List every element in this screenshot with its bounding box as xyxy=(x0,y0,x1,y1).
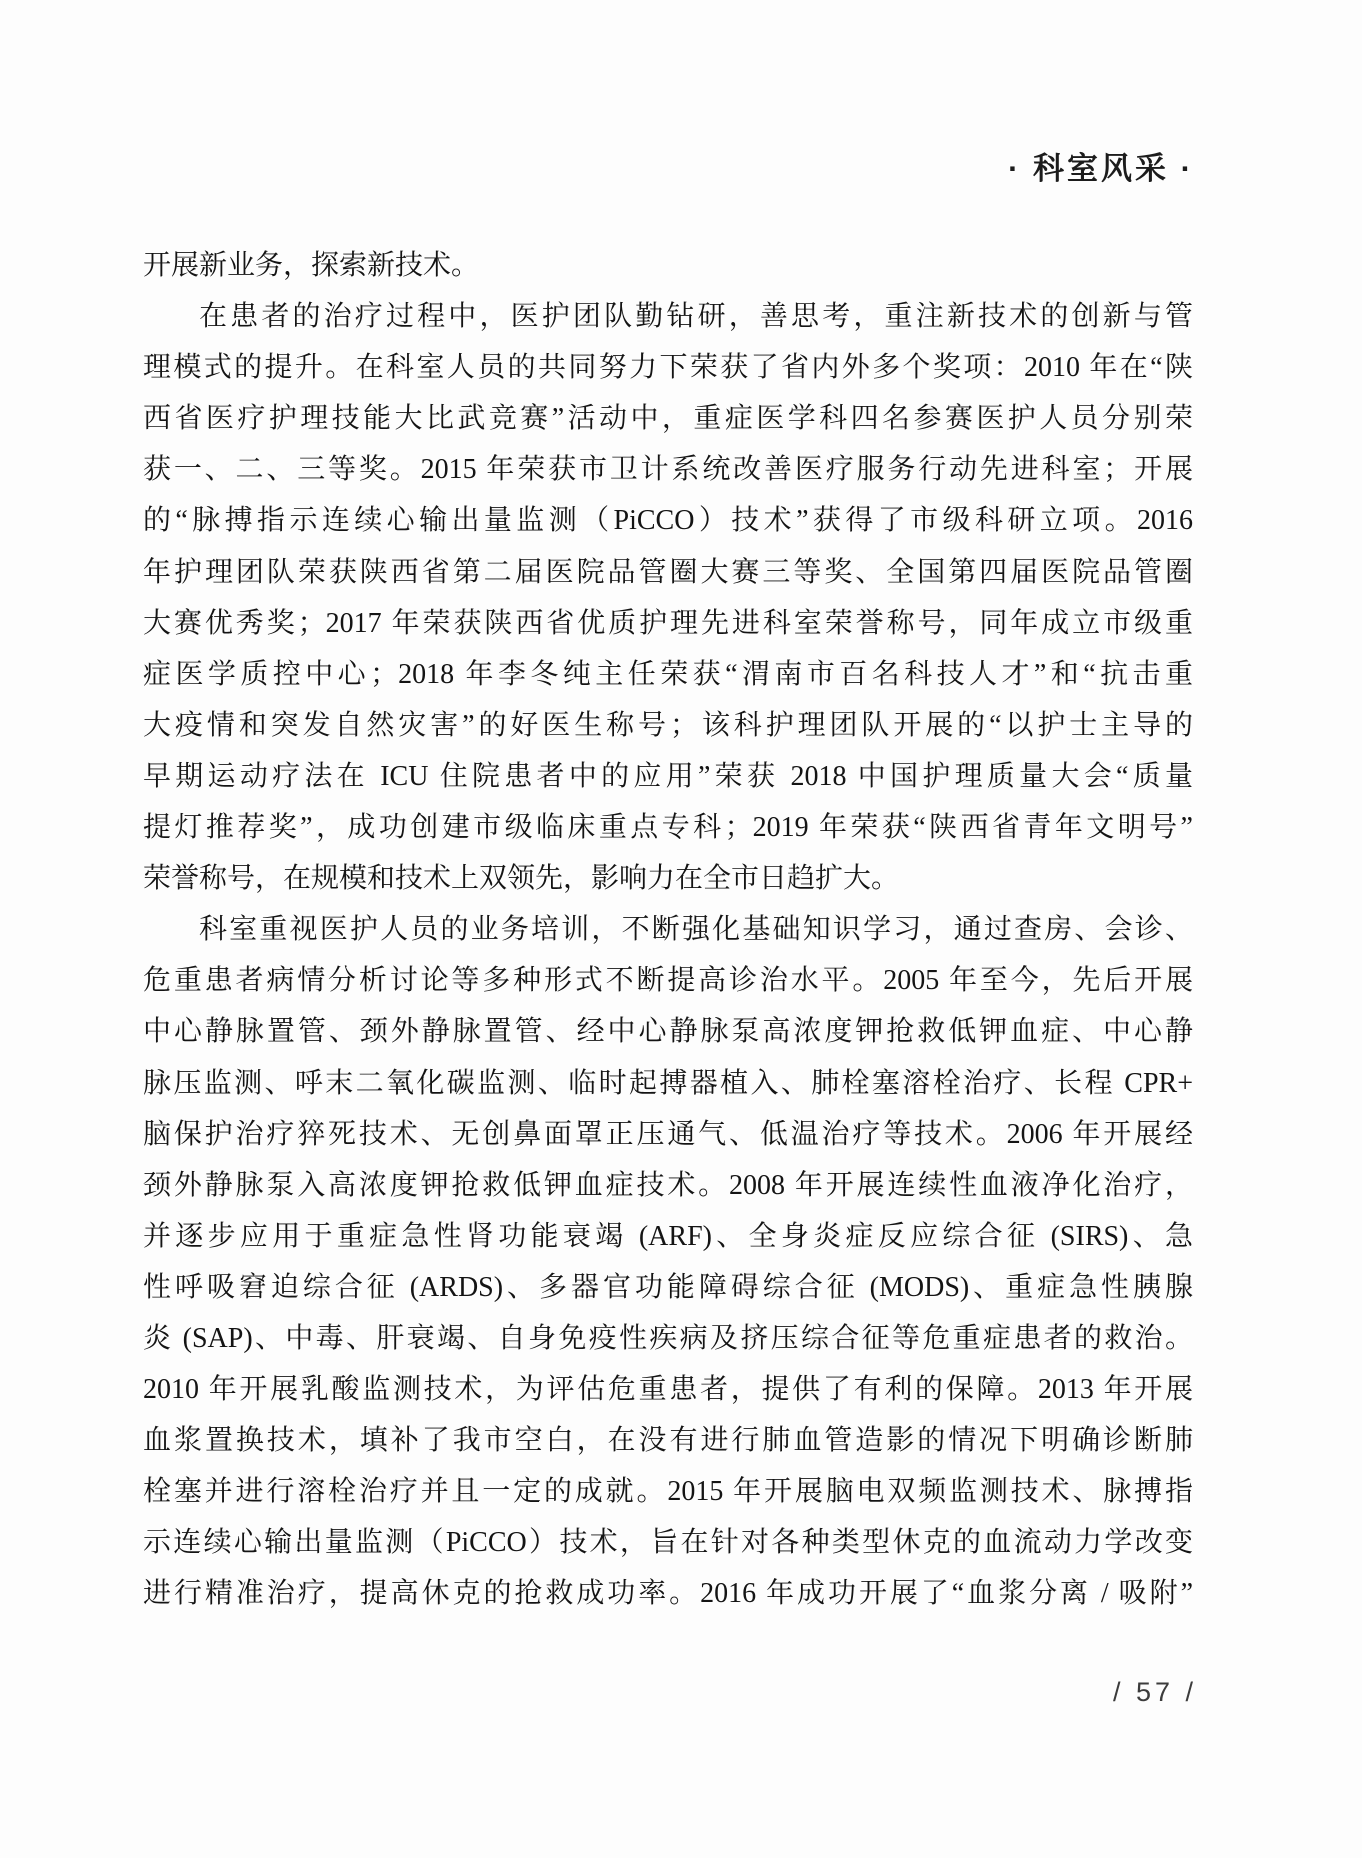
text-line: 大赛优秀奖；2017 年荣获陕西省优质护理先进科室荣誉称号，同年成立市级重 xyxy=(143,607,1193,639)
text-line: 西省医疗护理技能大比武竞赛”活动中，重症医学科四名参赛医护人员分别荣 xyxy=(143,403,1193,435)
text-line: 荣誉称号，在规模和技术上双领先，影响力在全市日趋扩大。 xyxy=(143,863,900,895)
text-line: 早期运动疗法在 ICU 住院患者中的应用”荣获 2018 中国护理质量大会“质量 xyxy=(143,760,1193,792)
text-line: 科室重视医护人员的业务培训，不断强化基础知识学习，通过查房、会诊、 xyxy=(199,914,1193,946)
text-line: 脑保护治疗猝死技术、无创鼻面罩正压通气、低温治疗等技术。2006 年开展经 xyxy=(143,1118,1193,1150)
text-line: 在患者的治疗过程中，医护团队勤钻研，善思考，重注新技术的创新与管 xyxy=(199,301,1193,333)
text-line: 示连续心输出量监测（PiCCO）技术，旨在针对各种类型休克的血流动力学改变 xyxy=(143,1527,1193,1559)
text-line: 脉压监测、呼末二氧化碳监测、临时起搏器植入、肺栓塞溶栓治疗、长程 CPR+ xyxy=(143,1067,1193,1099)
text-line: 颈外静脉泵入高浓度钾抢救低钾血症技术。2008 年开展连续性血液净化治疗， xyxy=(143,1169,1193,1201)
text-line: 提灯推荐奖”，成功创建市级临床重点专科；2019 年荣获“陕西省青年文明号” xyxy=(143,812,1193,844)
text-line: 的“脉搏指示连续心输出量监测（PiCCO）技术”获得了市级科研立项。2016 xyxy=(143,505,1193,537)
body-text-block xyxy=(143,240,1193,1620)
page-number: / 57 / xyxy=(1112,1677,1197,1707)
text-line: 并逐步应用于重症急性肾功能衰竭 (ARF)、全身炎症反应综合征 (SIRS)、急 xyxy=(143,1220,1193,1252)
text-line: 开展新业务，探索新技术。 xyxy=(143,250,480,281)
text-line: 症医学质控中心；2018 年李冬纯主任荣获“渭南市百名科技人才”和“抗击重 xyxy=(143,658,1193,690)
text-line: 栓塞并进行溶栓治疗并且一定的成就。2015 年开展脑电双频监测技术、脉搏指 xyxy=(143,1476,1193,1508)
text-line: 获一、二、三等奖。2015 年荣获市卫计系统改善医疗服务行动先进科室；开展 xyxy=(143,454,1193,486)
section-header: · 科室风采 · xyxy=(1008,151,1194,186)
text-line: 进行精准治疗，提高休克的抢救成功率。2016 年成功开展了“血浆分离 / 吸附” xyxy=(143,1578,1193,1610)
text-line: 性呼吸窘迫综合征 (ARDS)、多器官功能障碍综合征 (MODS)、重症急性胰腺 xyxy=(143,1271,1193,1303)
text-line: 血浆置换技术，填补了我市空白，在没有进行肺血管造影的情况下明确诊断肺 xyxy=(143,1425,1193,1457)
text-line: 中心静脉置管、颈外静脉置管、经中心静脉泵高浓度钾抢救低钾血症、中心静 xyxy=(143,1016,1193,1048)
text-line: 2010 年开展乳酸监测技术，为评估危重患者，提供了有利的保障。2013 年开展 xyxy=(143,1374,1193,1406)
text-line: 炎 (SAP)、中毒、肝衰竭、自身免疫性疾病及挤压综合征等危重症患者的救治。 xyxy=(143,1322,1193,1354)
text-line: 年护理团队荣获陕西省第二届医院品管圈大赛三等奖、全国第四届医院品管圈 xyxy=(143,556,1193,588)
text-line: 理模式的提升。在科室人员的共同努力下荣获了省内外多个奖项：2010 年在“陕 xyxy=(143,352,1193,384)
text-line: 危重患者病情分析讨论等多种形式不断提高诊治水平。2005 年至今，先后开展 xyxy=(143,965,1193,997)
text-line: 大疫情和突发自然灾害”的好医生称号；该科护理团队开展的“以护士主导的 xyxy=(143,709,1193,741)
